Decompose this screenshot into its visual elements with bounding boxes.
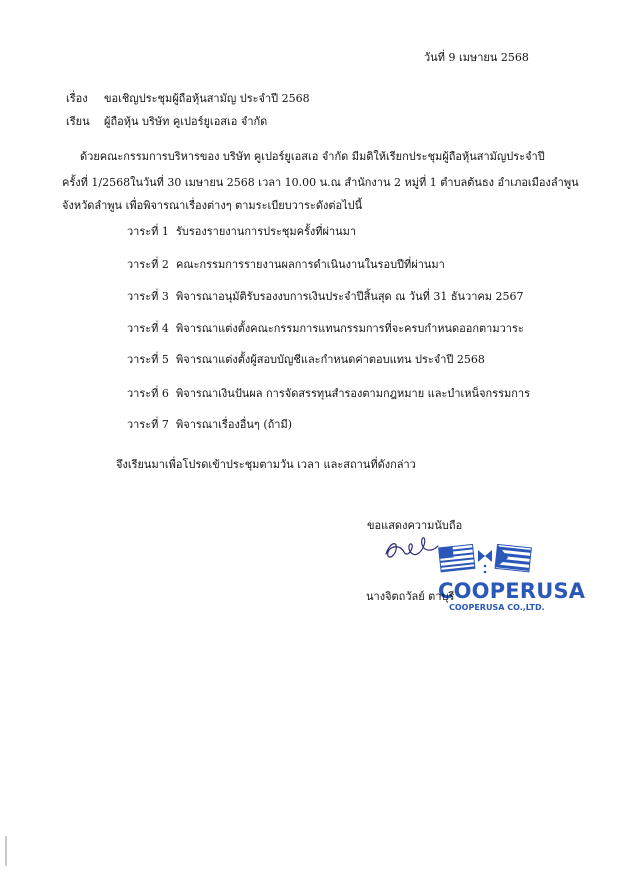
signer-name: นางจิตถวัลย์ ตาบุรี [366,590,455,603]
agenda-text: พิจารณาเรื่องอื่นๆ (ถ้ามี) [176,418,293,431]
recipient-label: เรียน [66,115,90,128]
signature-mark [380,532,440,568]
agenda-number: วาระที่ 7 [127,418,169,431]
closing-line: จึงเรียนมาเพื่อโปรดเข้าประชุมตามวัน เวลา และสถานที่ดังกล่าว [116,458,416,471]
letter-date: วันที่ 9 เมษายน 2568 [424,51,529,64]
agenda-text: พิจารณาแต่งตั้งคณะกรรมการแทนกรรมการที่จะครบกำหนดออกตามวาระ [176,322,524,335]
agenda-text: รับรองรายงานการประชุมครั้งที่ผ่านมา [176,225,357,238]
recipient-text: ผู้ถือหุ้น บริษัท คูเปอร์ยูเอสเอ จำกัด [104,115,268,128]
subject-label: เรื่อง [66,92,88,105]
agenda-number: วาระที่ 3 [127,290,169,303]
company-logo-text: COOPERUSA [438,579,586,603]
agenda-number: วาระที่ 4 [127,322,169,335]
paragraph-line: ครั้งที่ 1/2568ในวันที่ 30 เมษายน 2568 เวลา 10.00 น.ณ สำนักงาน 2 หมู่ที่ 1 ตำบลต้นธง อำเภอเมืองลำพูน [62,176,579,189]
agenda-number: วาระที่ 6 [127,387,169,400]
company-logo-subtitle: COOPERUSA CO.,LTD. [449,603,545,612]
agenda-number: วาระที่ 1 [127,225,169,238]
paragraph-line: ด้วยคณะกรรมการบริหารของ บริษัท คูเปอร์ยูเอสเอ จำกัด มีมติให้เรียกประชุมผู้ถือหุ้นสามัญประจำปี [80,150,545,163]
agenda-text: พิจารณาอนุมัติรับรองงบการเงินประจำปีสิ้นสุด ณ วันที่ 31 ธันวาคม 2567 [176,290,524,303]
agenda-text: พิจารณาแต่งตั้งผู้สอบบัญชีและกำหนดค่าตอบแทน ประจำปี 2568 [176,353,485,366]
agenda-number: วาระที่ 2 [127,258,169,271]
paragraph-line: จังหวัดลำพูน เพื่อพิจารณาเรื่องต่างๆ ตามระเบียบวาระดังต่อไปนี้ [62,199,363,212]
logo-flag-icon [438,540,532,580]
subject-text: ขอเชิญประชุมผู้ถือหุ้นสามัญ ประจำปี 2568 [104,92,310,105]
scan-edge-mark [4,836,8,866]
agenda-text: คณะกรรมการรายงานผลการดำเนินงานในรอบปีที่ผ่านมา [176,258,445,271]
agenda-text: พิจารณาเงินปันผล การจัดสรรทุนสำรองตามกฎหมาย และบำเหน็จกรรมการ [176,387,530,400]
regards-line: ขอแสดงความนับถือ [367,519,463,532]
agenda-number: วาระที่ 5 [127,353,169,366]
